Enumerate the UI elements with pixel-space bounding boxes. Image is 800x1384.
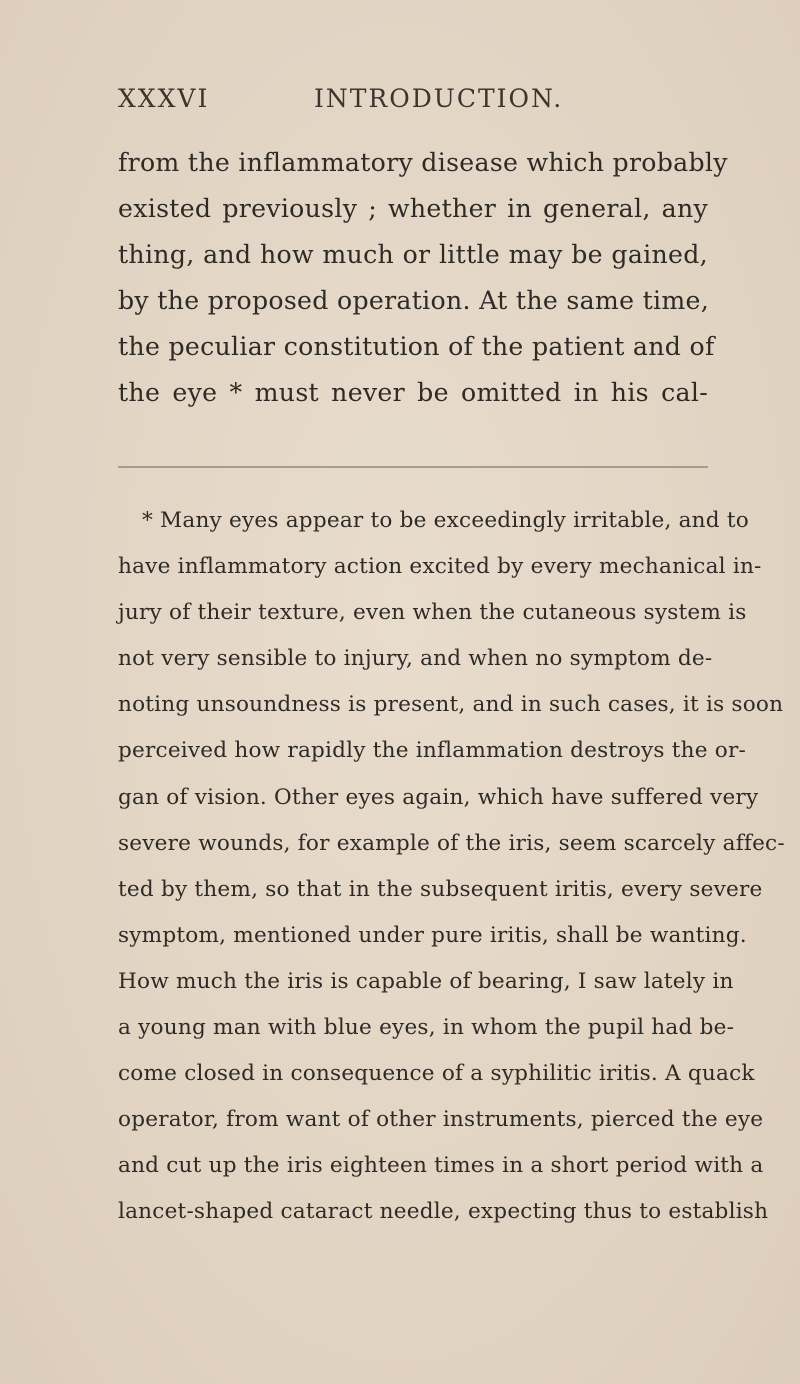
footnote-line: have inflammatory action excited by every mechanical in- (118, 554, 762, 580)
footnote-line: and cut up the iris eighteen times in a short period with a (118, 1153, 764, 1179)
footnote-line: * Many eyes appear to be exceedingly irritable, and to (142, 508, 749, 533)
footnote-line: jury of their texture, even when the cutaneous system is (118, 600, 747, 626)
page-number: XXXVI (118, 84, 210, 113)
footnote-line: severe wounds, for example of the iris, seem scarcely affec- (118, 830, 785, 856)
running-head (118, 84, 758, 124)
footnote-line: not very sensible to injury, and when no symptom de- (118, 646, 713, 672)
footnote-line: How much the iris is capable of bearing, I saw lately in (118, 968, 734, 994)
footnote-line: ted by them, so that in the subsequent iritis, every severe (118, 876, 763, 902)
footnote-line: noting unsoundness is present, and in such cases, it is soon (118, 692, 784, 718)
footnote-line: come closed in consequence of a syphilitic iritis. A quack (118, 1061, 755, 1087)
text-line: the peculiar constitution of the patient and of (118, 332, 715, 361)
text-line: by the proposed operation. At the same time, (118, 286, 710, 315)
text-line: thing, and how much or little may be gained, (118, 240, 708, 269)
footnote-line: a young man with blue eyes, in whom the pupil had be- (118, 1015, 735, 1041)
footnote-line: operator, from want of other instruments, pierced the eye (118, 1107, 764, 1133)
main-text (118, 140, 728, 416)
footnote-line: symptom, mentioned under pure iritis, shall be wanting. (118, 922, 747, 948)
footnote-line: lancet-shaped cataract needle, expecting thus to establish (118, 1199, 769, 1225)
footnote (118, 498, 785, 1236)
text-line: existed previously ; whether in general, any (118, 194, 708, 223)
footnote-line: gan of vision. Other eyes again, which have suffered very (118, 784, 759, 810)
text-line: from the inflammatory disease which probably (118, 148, 728, 177)
header-title: INTRODUCTION. (314, 84, 564, 113)
text-line: the eye * must never be omitted in his cal- (118, 378, 708, 407)
footnote-divider (118, 466, 708, 468)
footnote-line: perceived how rapidly the inflammation destroys the or- (118, 738, 747, 764)
